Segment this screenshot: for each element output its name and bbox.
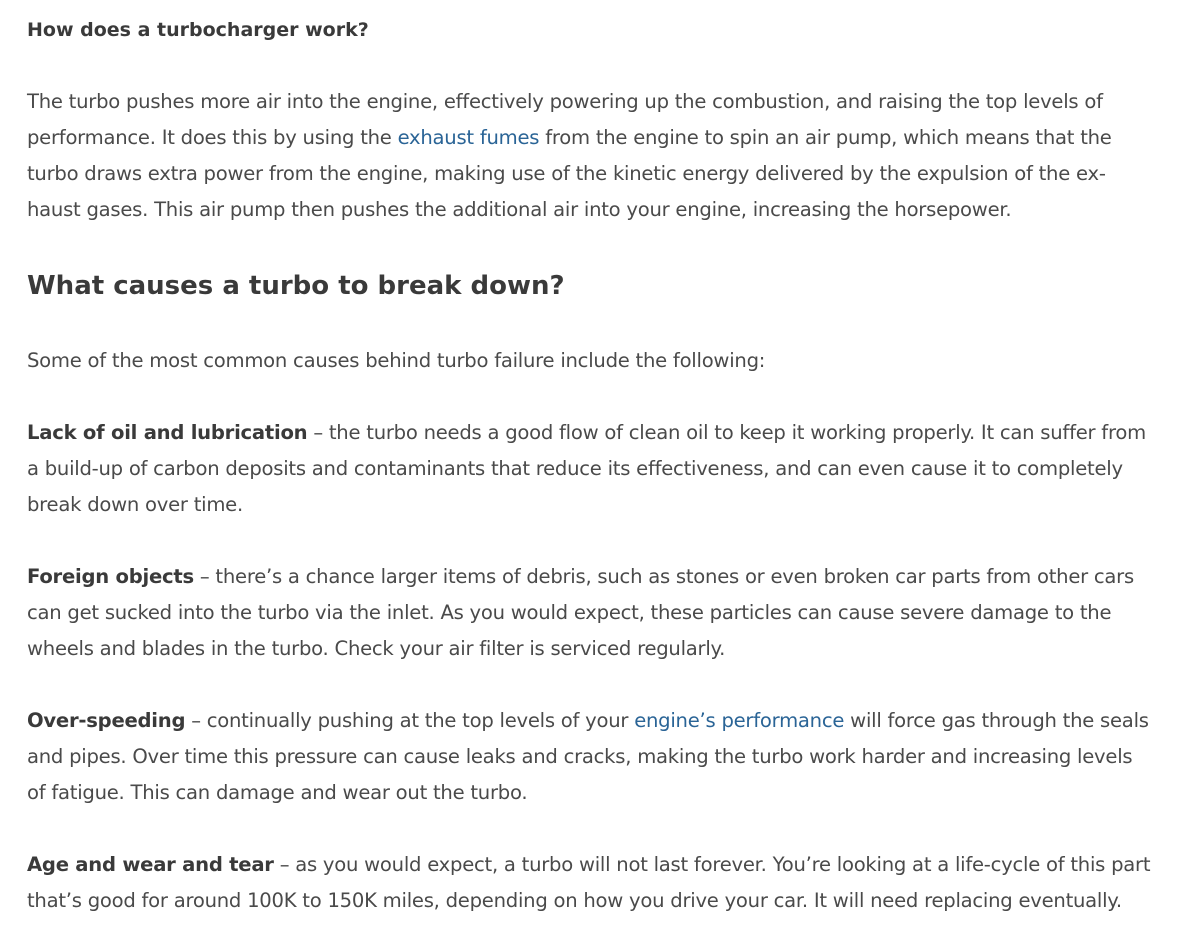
exhaust-fumes-link[interactable]: exhaust fumes xyxy=(397,126,540,149)
cause-text: – as you would expect, a turbo will not last forever. You’re looking at a life-cycle of this part that’s good for around 100K to 150K miles, depending on how you drive your car. It will need replacing eventually. xyxy=(27,853,1151,912)
section-heading: What causes a turbo to break down? xyxy=(27,271,565,301)
intro-paragraph xyxy=(27,84,1152,228)
causes-intro: Some of the most common causes behind turbo failure include the following: xyxy=(27,349,766,372)
intro-text-end: from the engine to spin an air pump, which means that the turbo draws extra power from the engine, making use of the kinetic energy delivered by the expulsion of the exhaust gases. This air pump then pushes the additional air into your engine, increasing the horsepower. xyxy=(27,126,1112,221)
cause-title: Age and wear and tear xyxy=(27,853,274,876)
cause-age-paragraph xyxy=(27,847,1152,919)
cause-title: Foreign objects xyxy=(27,565,194,588)
cause-over-speeding-paragraph xyxy=(27,703,1152,811)
cause-text: – the turbo needs a good flow of clean oil to keep it working properly. It can suffer from a build-up of carbon deposits and contaminants that reduce its effectiveness, and can even cause it to completely break down over time. xyxy=(27,421,1146,516)
cause-text: – there’s a chance larger items of debris, such as stones or even broken car parts from other cars can get sucked into the turbo via the inlet. As you would expect, these particles can cause severe damage to the wheels and blades in the turbo. Check your air filter is serviced regularly. xyxy=(27,565,1134,660)
cause-text-end: will force gas through the seals and pipes. Over time this pressure can cause leaks and cracks, making the turbo work harder and increasing levels of fatigue. This can damage and wear out the turbo. xyxy=(27,709,1149,804)
cause-oil-paragraph xyxy=(27,415,1152,523)
cause-title: Over-speeding xyxy=(27,709,186,732)
question-heading: How does a turbocharger work? xyxy=(27,19,369,41)
cause-text-start: – continually pushing at the top levels of your xyxy=(185,709,635,732)
cause-foreign-objects-paragraph xyxy=(27,559,1152,667)
intro-text-start: The turbo pushes more air into the engine, effectively powering up the combustion, and raising the top levels of performance. It does this by using the xyxy=(27,90,1103,149)
cause-title: Lack of oil and lubrication xyxy=(27,421,308,444)
engines-performance-link[interactable]: engine’s performance xyxy=(634,709,845,732)
